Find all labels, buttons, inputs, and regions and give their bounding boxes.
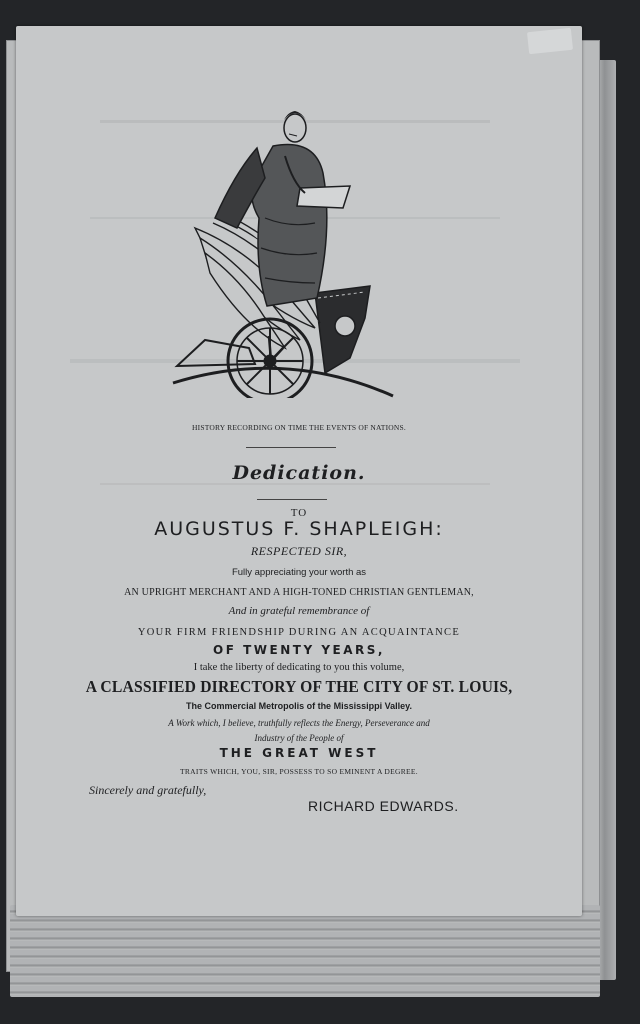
clock-wheel (228, 319, 312, 398)
closing-line: Sincerely and gratefully, (89, 783, 207, 797)
signature: RICHARD EDWARDS. (308, 798, 459, 814)
to-line: TO (290, 507, 308, 519)
text-line-directory-title: A CLASSIFIED DIRECTORY OF THE CITY OF ST. LOUIS, (85, 677, 513, 696)
page-stack-bottom (10, 905, 600, 997)
engraving-caption: HISTORY RECORDING ON TIME THE EVENTS OF NATIONS. (192, 423, 406, 432)
text-line-liberty: I take the liberty of dedicating to you this volume, (193, 662, 405, 673)
text-line-commercial: The Commercial Metropolis of the Mississippi Valley. (186, 701, 412, 711)
text-line-appreciating: Fully appreciating your worth as (231, 567, 367, 578)
text-line-merchant: AN UPRIGHT MERCHANT AND A HIGH-TONED CHRISTIAN GENTLEMAN, (124, 587, 474, 598)
text-line-twenty-years: OF TWENTY YEARS, (213, 643, 385, 657)
salutation: RESPECTED SIR, (250, 544, 348, 558)
text-line-traits: TRAITS WHICH, YOU, SIR, POSSESS TO SO EMINENT A DEGREE. (180, 767, 418, 776)
dedication-heading: Dedication. (232, 462, 366, 484)
divider-rule (246, 447, 336, 448)
page-corner-fold (527, 28, 573, 54)
dedicatee-name: AUGUSTUS F. SHAPLEIGH: (154, 518, 444, 540)
divider-rule (257, 499, 327, 500)
text-line-work: A Work which, I believe, truthfully reflects the Energy, Perseverance and (168, 718, 430, 728)
text-line-grateful: And in grateful remembrance of (228, 605, 370, 617)
chariot-allegory-icon (165, 78, 400, 398)
text-line-friendship: YOUR FIRM FRIENDSHIP DURING AN ACQUAINTANCE (137, 627, 461, 638)
text-line-great-west: THE GREAT WEST (219, 746, 379, 760)
text-line-industry: Industry of the People of (254, 733, 344, 743)
